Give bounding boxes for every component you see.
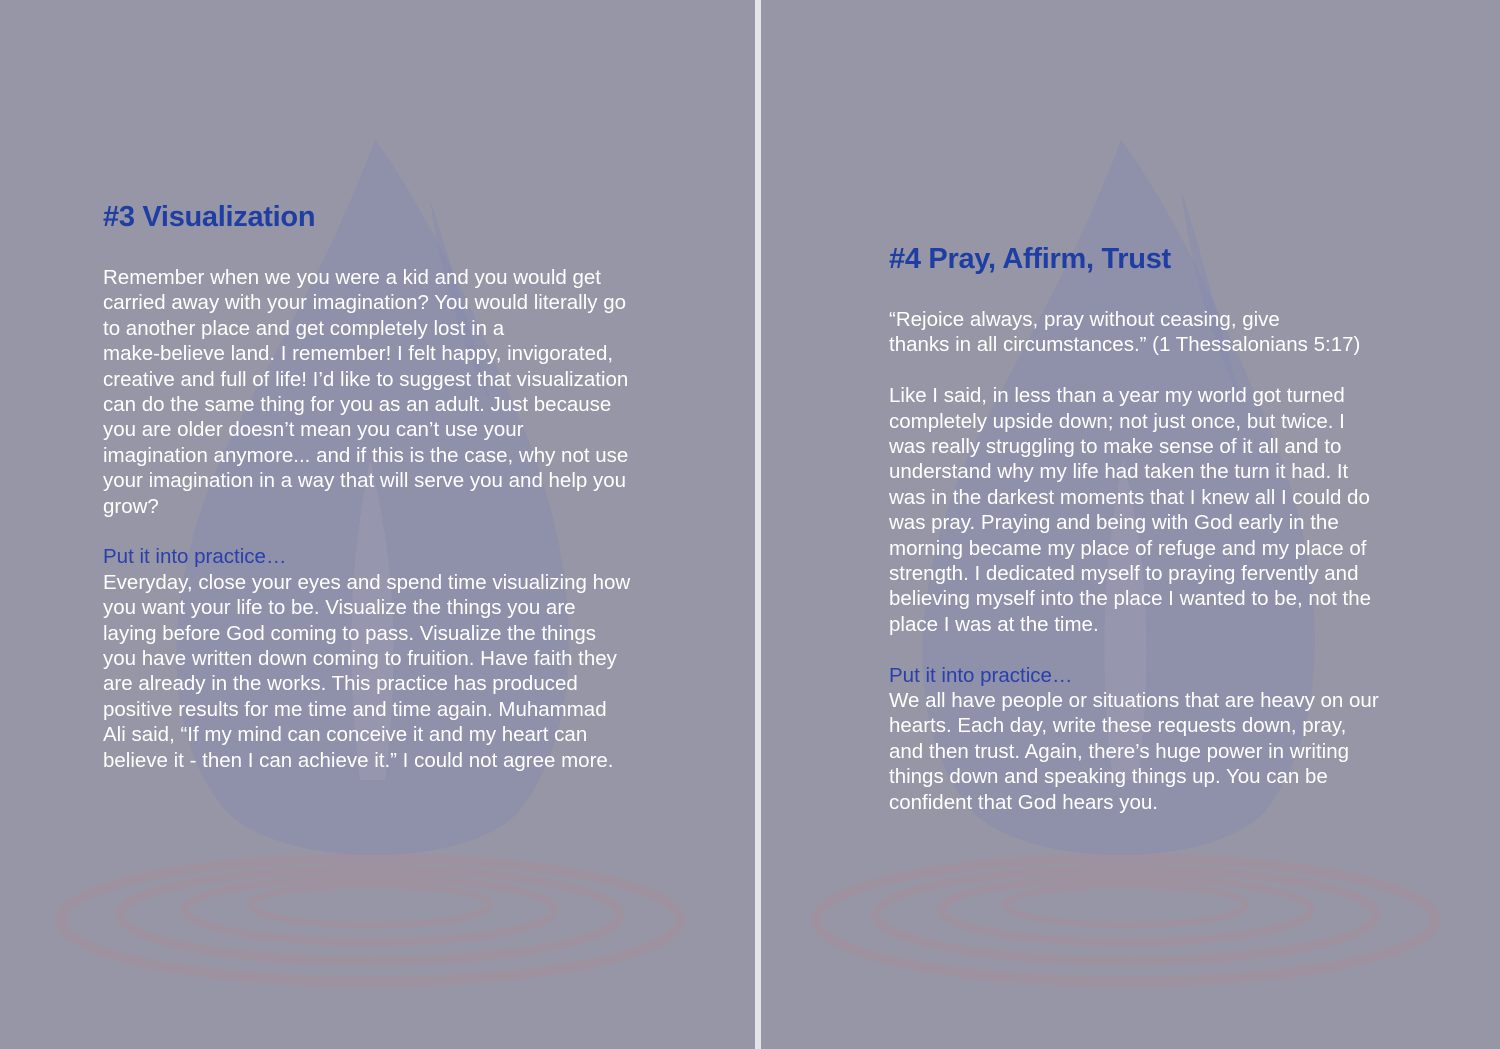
right-page [761,0,1500,1049]
section-body: Like I said, in less than a year my world got turned completely upside down; not just once, but twice. I was really struggling to make sense of it all and to understand why my life had taken the turn it had. It was in the darkest moments that I knew all I could do was pray. Praying and being with God early in the morning became my place of refuge and my place of strength. I dedicated myself to praying fervently and believing myself into the place I wanted to be, not the place I was at the time. [889,384,1372,636]
practice-label: Put it into practice… [103,545,287,569]
paragraph-gap [889,358,1419,383]
scripture-quote: “Rejoice always, pray without ceasing, give thanks in all circumstances.” (1 Thessalonians 5:17) [889,308,1361,357]
section-heading: #4 Pray, Affirm, Trust [889,243,1171,275]
paragraph-gap [103,519,663,544]
right-page-content [889,239,1419,815]
section-heading: #3 Visualization [103,201,316,233]
paragraph-gap [889,637,1419,662]
left-page-content [103,197,663,773]
practice-label: Put it into practice… [889,663,1073,687]
practice-body: We all have people or situations that are heavy on our hearts. Each day, write these requests down, pray, and then trust. Again, there’s huge power in writing things down and speaking things up. You can be confident that God hears you. [889,689,1379,814]
practice-body: Everyday, close your eyes and spend time visualizing how you want your life to be. Visualize the things you are laying before God coming to pass. Visualize the things you have written down coming to fruition. Have faith they are already in the works. This practice has produced positive results for me time and time again. Muhammad Ali said, “If my mind can conceive it and my heart can believe it - then I can achieve it.” I could not agree more. [103,570,631,772]
section-body: Remember when we you were a kid and you would get carried away with your imagination? You would literally go to another place and get completely lost in a make-believe land. I remember! I felt happy, invigorated, creative and full of life! I’d like to suggest that visualization can do the same thing for you as an adult. Just because you are older doesn’t mean you can’t use your imagination anymore... and if this is the case, why not use your imagination in a way that will serve you and help you grow? [103,266,629,518]
